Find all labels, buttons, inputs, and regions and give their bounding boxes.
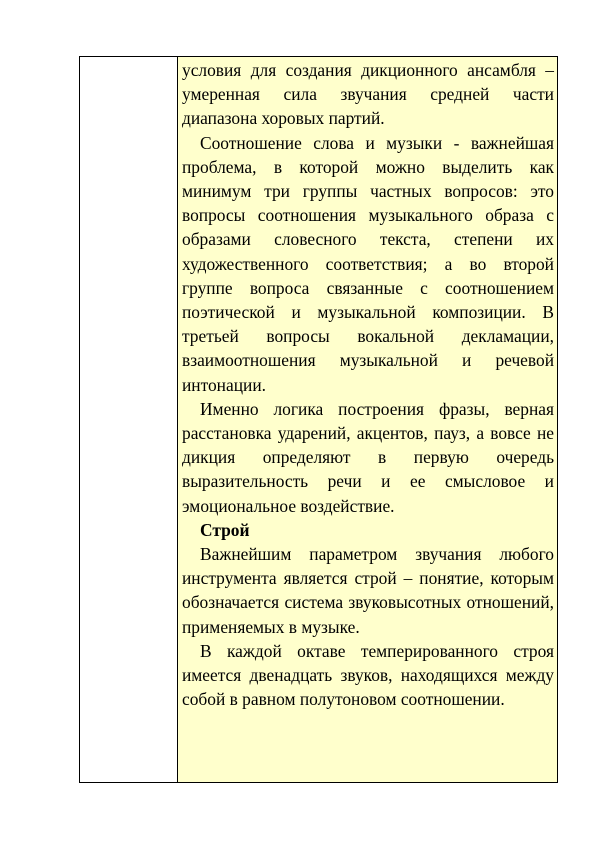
document-table xyxy=(79,56,558,783)
paragraph-phrase-logic: Именно логика построения фразы, верная расстановка ударений, акцентов, пауз, а вовсе не дикция определяют в первую очередь выразительность речи и ее смысловое и эмоциональное воздействие. xyxy=(182,398,554,516)
paragraph-continuation: условия для создания дикционного ансамбля – умеренная сила звучания средней части диапазона хоровых партий. xyxy=(182,60,554,129)
left-column-cell xyxy=(80,57,178,782)
paragraph-tuning: Важнейшим параметром звучания любого инструмента является строй – понятие, которым обозначается система звуковысотных отношений, применяемых в музыке. xyxy=(182,544,554,637)
paragraph-octave: В каждой октаве темперированного строя имеется двенадцать звуков, находящихся между собой в равном полутоновом соотношении. xyxy=(182,640,554,710)
section-heading: Строй xyxy=(200,519,250,540)
paragraph-word-music: Соотношение слова и музыки - важнейшая проблема, в которой можно выделить как минимум три группы частных вопросов: это вопросы соотношения музыкального образа с образами словесного текста, степени их художественного соответствия; а во второй группе вопроса связанные с соотношением поэтической и музыкальной композиции. В третьей вопросы вокальной декламации, взаимоотношения музыкальной и речевой интонации. xyxy=(182,132,554,395)
content-cell xyxy=(178,57,557,782)
